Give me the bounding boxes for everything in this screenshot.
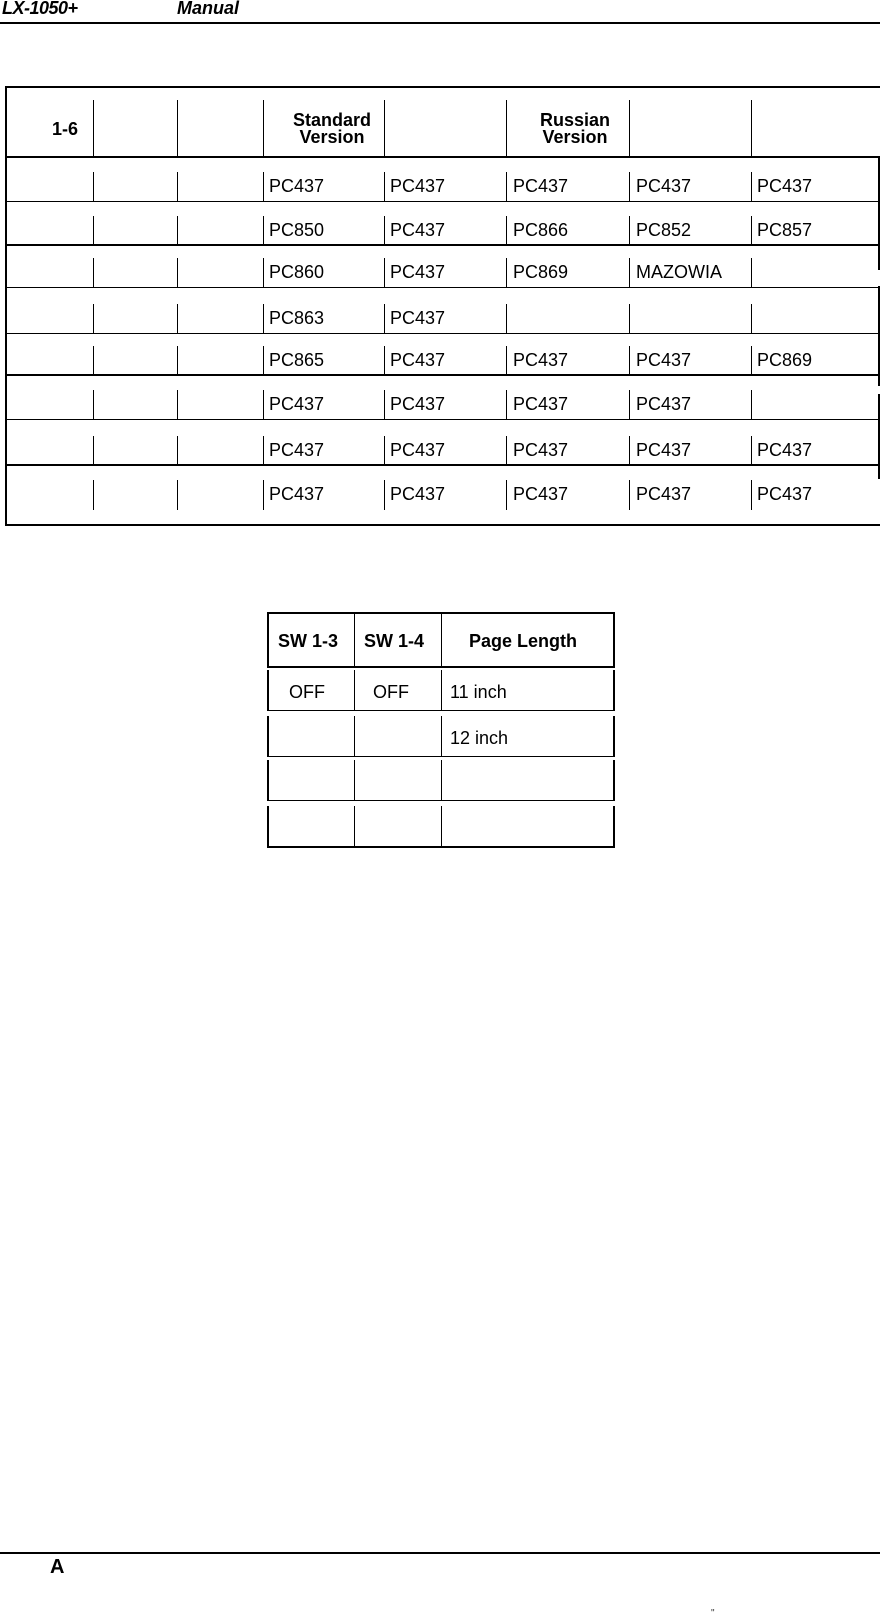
row-rule <box>5 287 880 288</box>
sw13-header: SW 1-3 <box>278 631 339 651</box>
table-cell: PC437 <box>757 176 813 196</box>
table-bottom-rule <box>5 524 880 526</box>
cell-divider <box>629 346 630 376</box>
pl-row-rule <box>267 800 615 801</box>
cell-divider <box>93 304 94 334</box>
pl-col-divider <box>354 806 355 846</box>
cell-divider <box>93 436 94 466</box>
table-cell: PC437 <box>636 394 692 414</box>
table-cell: PC437 <box>390 176 446 196</box>
cell-divider <box>177 258 178 288</box>
header-doc-title: Manual <box>177 0 240 18</box>
cell-divider <box>751 390 752 420</box>
cell-divider <box>751 216 752 246</box>
footer-mark: " <box>711 1608 715 1619</box>
cell-divider <box>629 258 630 288</box>
pl-row-rule <box>267 846 615 848</box>
table-cell: PC437 <box>390 262 446 282</box>
table-cell: PC437 <box>513 484 569 504</box>
table-cell: PC437 <box>757 440 813 460</box>
table-row <box>5 376 880 420</box>
table-cell: PC437 <box>269 440 325 460</box>
table-cell: PC437 <box>757 484 813 504</box>
table-cell: PC869 <box>513 262 569 282</box>
cell-divider <box>384 390 385 420</box>
cell-divider <box>384 346 385 376</box>
pl-col-divider <box>613 806 615 846</box>
cell-divider <box>263 346 264 376</box>
pl-col-divider <box>441 760 442 800</box>
row-rule <box>5 419 880 420</box>
cell-divider <box>263 436 264 466</box>
appendix-letter: A <box>50 1556 65 1578</box>
page-length-table <box>267 612 615 840</box>
table-cell: PC852 <box>636 220 692 240</box>
cell-divider <box>93 480 94 510</box>
table-cell: PC437 <box>636 440 692 460</box>
header-model: LX-1050+ <box>2 0 78 18</box>
cell-divider <box>751 304 752 334</box>
cell-divider <box>751 172 752 202</box>
header-rule <box>5 86 880 158</box>
cell-divider <box>177 436 178 466</box>
cell-divider <box>263 216 264 246</box>
cell-divider <box>177 346 178 376</box>
cell-divider <box>177 304 178 334</box>
cell-divider <box>384 436 385 466</box>
cell-divider <box>629 304 630 334</box>
pl-col-divider <box>613 670 615 710</box>
cell-divider <box>384 216 385 246</box>
table-row <box>5 158 880 202</box>
table-row <box>5 290 880 334</box>
cell-divider <box>384 258 385 288</box>
pl-col-divider <box>267 670 269 710</box>
table-row <box>5 202 880 246</box>
table-cell: PC437 <box>636 350 692 370</box>
cell-divider <box>506 436 507 466</box>
pl-col-divider <box>267 806 269 846</box>
table-row <box>5 422 880 466</box>
cell-divider <box>93 390 94 420</box>
cell-divider <box>751 258 752 288</box>
cell-divider <box>506 346 507 376</box>
pl-col-divider <box>267 760 269 800</box>
table-row <box>5 466 880 510</box>
pl-col-divider <box>267 716 269 756</box>
table-cell: PC437 <box>513 394 569 414</box>
cell-divider <box>93 216 94 246</box>
cell-divider <box>263 390 264 420</box>
cell-divider <box>506 304 507 334</box>
cell-divider <box>506 390 507 420</box>
table-cell: PC437 <box>513 350 569 370</box>
cell-divider <box>93 258 94 288</box>
pl-col-divider <box>354 716 355 756</box>
table-cell: PC437 <box>390 308 446 328</box>
cell-divider <box>629 216 630 246</box>
table-cell: PC850 <box>269 220 325 240</box>
cell-divider <box>629 172 630 202</box>
table-cell: PC437 <box>269 176 325 196</box>
pl-row-rule <box>267 710 615 711</box>
table-cell: PC869 <box>757 350 813 370</box>
cell-divider <box>384 480 385 510</box>
table-cell: PC437 <box>390 440 446 460</box>
pl-header-rule <box>267 666 615 668</box>
cell-divider <box>506 216 507 246</box>
table-cell: PC866 <box>513 220 569 240</box>
cell-divider <box>93 172 94 202</box>
cell-divider <box>177 216 178 246</box>
pl-col-divider <box>354 612 355 666</box>
pl-cell: OFF <box>373 682 409 702</box>
pl-col-divider <box>441 670 442 710</box>
table-cell: PC437 <box>269 484 325 504</box>
cell-divider <box>751 436 752 466</box>
page-length-header: Page Length <box>469 631 578 651</box>
cell-divider <box>263 480 264 510</box>
cell-divider <box>629 390 630 420</box>
pl-left-rule <box>267 612 269 666</box>
table-cell: PC437 <box>636 484 692 504</box>
standard-version-header: Standard Version <box>292 110 371 147</box>
table-cell: PC437 <box>513 176 569 196</box>
table-cell: PC437 <box>636 176 692 196</box>
table-cell: PC860 <box>269 262 325 282</box>
pl-cell: 11 inch <box>450 682 507 702</box>
character-set-table <box>5 86 880 526</box>
cell-divider <box>384 304 385 334</box>
table-row <box>5 244 880 288</box>
table-cell: PC437 <box>269 394 325 414</box>
table-cell: PC863 <box>269 308 325 328</box>
cell-divider <box>506 480 507 510</box>
pl-col-divider <box>441 806 442 846</box>
pl-col-divider <box>441 612 442 666</box>
pl-col-divider <box>441 716 442 756</box>
pl-right-rule <box>613 612 615 666</box>
cell-divider <box>751 346 752 376</box>
pl-col-divider <box>354 670 355 710</box>
pl-col-divider <box>613 760 615 800</box>
table-cell: PC437 <box>513 440 569 460</box>
header-rule <box>0 22 880 24</box>
sw14-header: SW 1-4 <box>364 631 425 651</box>
cell-divider <box>93 346 94 376</box>
table-cell: PC437 <box>390 484 446 504</box>
table-cell: PC437 <box>390 394 446 414</box>
pl-col-divider <box>354 760 355 800</box>
russian-version-header: Russian Version <box>539 110 611 147</box>
pl-cell: OFF <box>289 682 325 702</box>
cell-divider <box>629 480 630 510</box>
cell-divider <box>263 304 264 334</box>
table-cell: PC437 <box>390 350 446 370</box>
table-cell: PC865 <box>269 350 325 370</box>
pl-row-rule <box>267 756 615 757</box>
pl-cell: 12 inch <box>450 728 509 748</box>
cell-divider <box>629 436 630 466</box>
table-row <box>5 332 880 376</box>
pl-col-divider <box>613 716 615 756</box>
footer-rule <box>0 1552 880 1554</box>
cell-divider <box>506 172 507 202</box>
table-cell: MAZOWIA <box>636 262 722 282</box>
cell-divider <box>751 480 752 510</box>
table-cell: PC437 <box>390 220 446 240</box>
cell-divider <box>177 172 178 202</box>
switch-header: 1-6 <box>52 119 79 139</box>
cell-divider <box>177 390 178 420</box>
cell-divider <box>177 480 178 510</box>
cell-divider <box>263 172 264 202</box>
table-cell: PC857 <box>757 220 813 240</box>
cell-divider <box>384 172 385 202</box>
cell-divider <box>506 258 507 288</box>
cell-divider <box>263 258 264 288</box>
